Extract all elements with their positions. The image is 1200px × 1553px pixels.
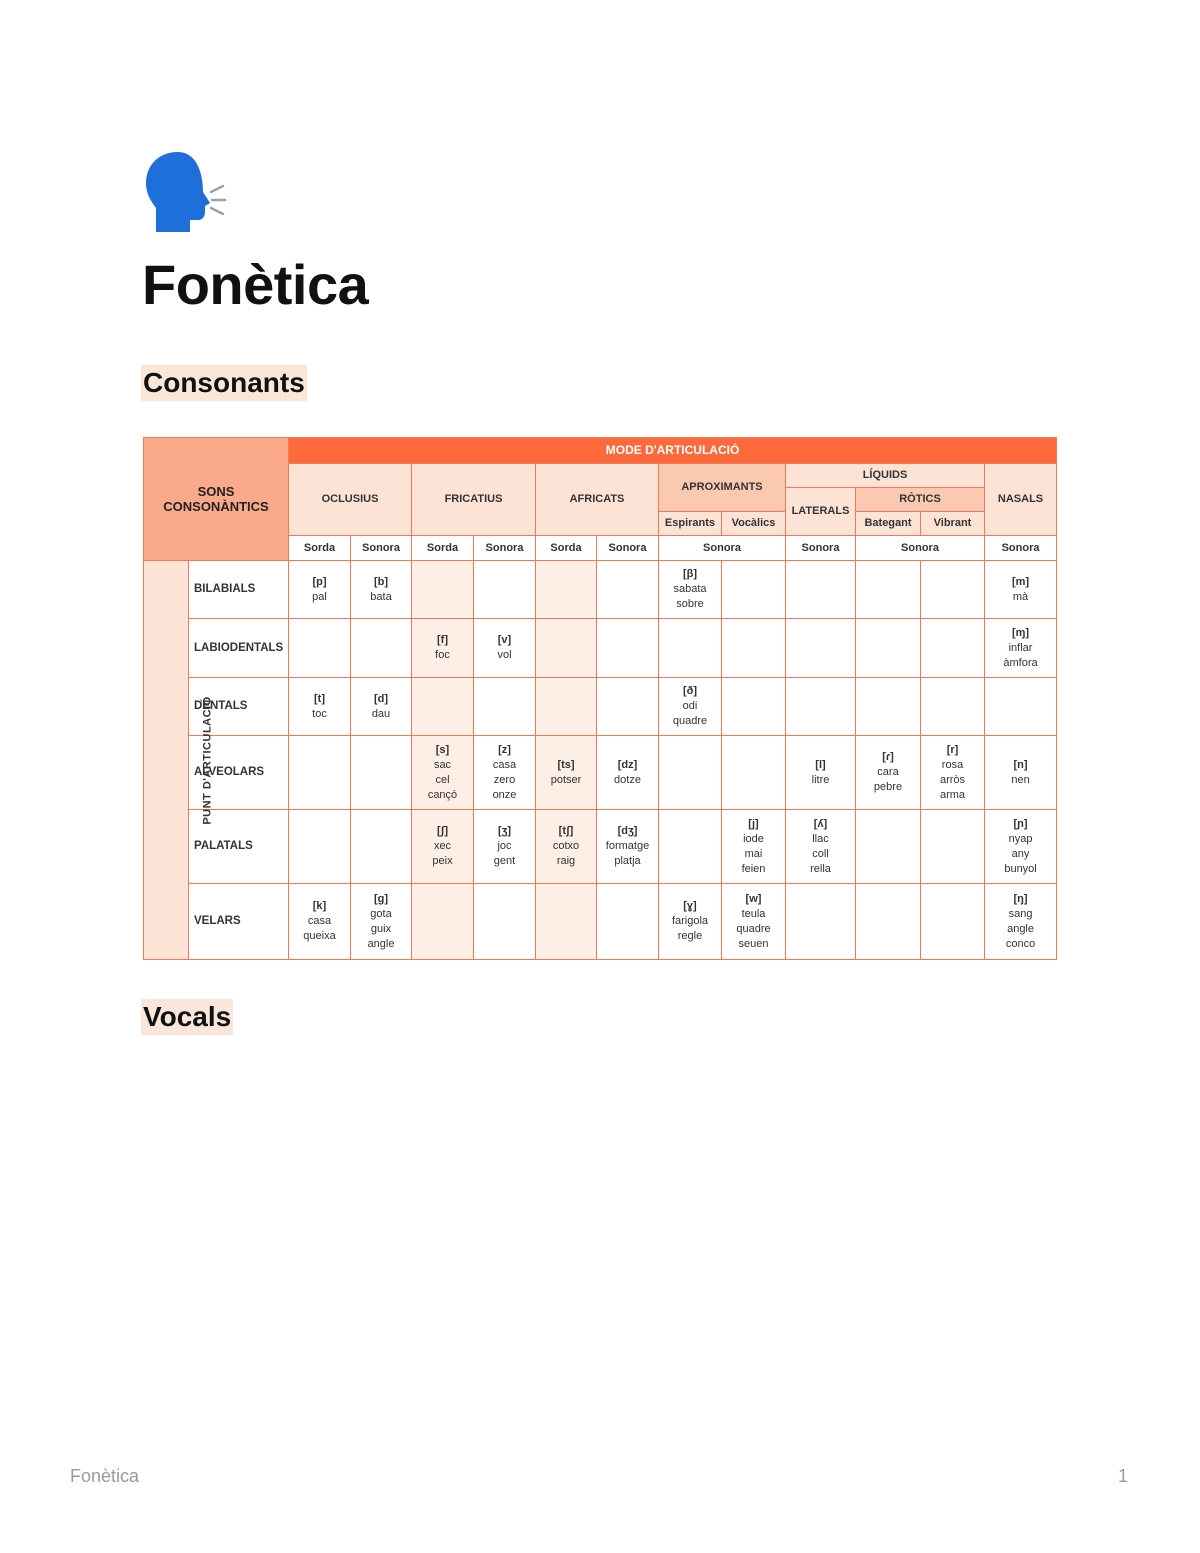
example-word: teula [741, 907, 766, 920]
phoneme-symbol: [k] [312, 900, 327, 912]
example-word: sac [433, 758, 452, 771]
table-cell [985, 810, 1057, 884]
table-cell [856, 810, 921, 884]
phoneme-symbol: [dʒ] [617, 825, 638, 837]
example-word: casa [492, 758, 517, 771]
table-cell [921, 678, 985, 736]
phoneme-symbol: [ɲ] [1013, 817, 1028, 830]
table-cell [474, 678, 536, 736]
table-cell [786, 678, 856, 736]
voicing-header: Sonora [597, 536, 659, 561]
table-cell [597, 678, 659, 736]
row-label-dentals: DENTALS [189, 678, 289, 736]
table-cell [412, 810, 474, 884]
table-cell [921, 561, 985, 619]
example-word: gent [493, 855, 516, 867]
voicing-header: Sorda [289, 536, 351, 561]
table-cell [412, 736, 474, 810]
example-word: cara [877, 766, 899, 778]
example-word: joc [497, 840, 512, 852]
mode-articulacio-header: MODE D'ARTICULACIÓ [289, 438, 1057, 464]
example-word: bata [370, 590, 392, 603]
example-word: peix [432, 855, 453, 867]
aproximants-header: APROXIMANTS [659, 464, 786, 512]
table-cell [786, 884, 856, 960]
consonant-table [143, 437, 1056, 959]
table-cell [412, 884, 474, 960]
example-word: sabata [673, 583, 707, 595]
example-word: angle [367, 937, 395, 950]
example-word: sobre [676, 598, 704, 610]
phoneme-symbol: [d] [373, 692, 389, 705]
table-cell [786, 736, 856, 810]
example-word: dau [371, 707, 391, 720]
table-cell [536, 810, 597, 884]
example-word: dotze [614, 773, 641, 786]
punt-articulacio-header: PUNT D'ARTICULACIÓ [144, 561, 189, 960]
table-cell [536, 561, 597, 619]
table-cell [722, 884, 786, 960]
phoneme-symbol: [ɱ] [1011, 626, 1030, 639]
phoneme-symbol: [g] [373, 892, 389, 905]
table-cell [722, 736, 786, 810]
example-word: sang [1008, 907, 1033, 920]
example-word: inflar [1008, 641, 1033, 654]
table-cell [474, 736, 536, 810]
table-cell [921, 884, 985, 960]
espirants-header: Espirants [659, 512, 722, 536]
example-word: nen [1011, 773, 1030, 786]
table-cell [351, 619, 412, 678]
table-cell [921, 619, 985, 678]
table-cell [412, 619, 474, 678]
voicing-header: Sorda [536, 536, 597, 561]
example-word: toc [312, 707, 327, 720]
row-label-palatals: PALATALS [189, 810, 289, 884]
phoneme-symbol: [w] [745, 892, 762, 905]
example-word: mai [744, 847, 763, 860]
example-word: arma [939, 788, 966, 801]
page-title: Fonètica [142, 253, 369, 316]
phoneme-symbol: [ʒ] [497, 825, 512, 837]
voicing-header: Sonora [786, 536, 856, 561]
table-cell [722, 678, 786, 736]
example-word: zero [493, 773, 516, 786]
table-cell [722, 810, 786, 884]
phoneme-symbol: [s] [435, 743, 450, 756]
table-cell [856, 561, 921, 619]
table-cell [856, 678, 921, 736]
table-cell [597, 736, 659, 810]
voicing-header: Sonora [351, 536, 412, 561]
example-word: angle [1007, 922, 1034, 935]
table-cell [289, 561, 351, 619]
row-label-labiodentals: LABIODENTALS [189, 619, 289, 678]
africats-header: AFRICATS [536, 464, 659, 536]
table-cell [597, 619, 659, 678]
phoneme-symbol: [tʃ] [558, 825, 574, 837]
table-cell [921, 736, 985, 810]
phoneme-symbol: [j] [748, 817, 759, 830]
vocaliques-header: Vocàlics [722, 512, 786, 536]
phoneme-symbol: [b] [373, 575, 389, 588]
table-cell [474, 619, 536, 678]
table-cell [597, 810, 659, 884]
example-word: cel [435, 773, 450, 786]
table-cell [786, 619, 856, 678]
table-cell [597, 884, 659, 960]
phoneme-symbol: [ŋ] [1013, 892, 1028, 905]
rotics-header: RÒTICS [856, 488, 985, 512]
liquids-header: LÍQUIDS [786, 464, 985, 488]
example-word: guix [370, 922, 392, 935]
table-cell [659, 736, 722, 810]
example-word: iode [743, 832, 764, 845]
example-word: onze [492, 788, 517, 801]
example-word: llac [812, 832, 829, 845]
example-word: feien [741, 862, 766, 875]
table-cell [659, 561, 722, 619]
phoneme-symbol: [ʃ] [437, 825, 448, 837]
example-word: xec [433, 840, 452, 852]
page-number: 1 [1118, 1466, 1129, 1486]
example-word: farigola [671, 915, 709, 927]
phoneme-symbol: [f] [437, 634, 448, 646]
example-word: vol [497, 649, 512, 661]
phoneme-symbol: [t] [314, 692, 325, 705]
table-cell [289, 810, 351, 884]
table-cell [289, 884, 351, 960]
example-word: cançó [427, 788, 458, 801]
phoneme-symbol: [ɣ] [683, 900, 697, 912]
table-cell [474, 561, 536, 619]
example-word: gota [370, 907, 392, 920]
voicing-header: Sonora [985, 536, 1057, 561]
table-cell [536, 736, 597, 810]
phoneme-symbol: [l] [815, 758, 826, 771]
example-word: litre [811, 773, 830, 786]
example-word: seuen [738, 937, 769, 950]
table-cell [412, 678, 474, 736]
example-word: cotxo [552, 840, 580, 852]
example-word: odi [682, 700, 698, 712]
phoneme-symbol: [ð] [682, 685, 698, 697]
fricatius-header: FRICATIUS [412, 464, 536, 536]
table-cell [289, 678, 351, 736]
example-word: rosa [941, 758, 964, 771]
voicing-header: Sorda [412, 536, 474, 561]
phoneme-symbol: [β] [682, 568, 698, 580]
table-cell [351, 561, 412, 619]
table-cell [985, 619, 1057, 678]
table-cell [351, 810, 412, 884]
table-cell [351, 884, 412, 960]
example-word: àmfora [1003, 656, 1038, 669]
table-cell [536, 619, 597, 678]
bategant-header: Bategant [856, 512, 921, 536]
table-cell [786, 561, 856, 619]
example-word: quadre [736, 922, 771, 935]
phoneme-symbol: [r] [946, 743, 959, 756]
table-cell [659, 810, 722, 884]
table-cell [351, 678, 412, 736]
example-word: nyap [1008, 832, 1033, 845]
row-label-bilabials: BILABIALS [189, 561, 289, 619]
example-word: any [1011, 847, 1030, 860]
section-heading-vocals: Vocals [141, 999, 233, 1035]
table-cell [985, 736, 1057, 810]
table-cell [856, 736, 921, 810]
example-word: mà [1012, 590, 1029, 603]
example-word: bunyol [1004, 862, 1037, 875]
example-word: platja [614, 855, 641, 867]
table-cell [985, 884, 1057, 960]
table-cell [659, 884, 722, 960]
example-word: raig [556, 855, 576, 867]
phoneme-symbol: [ʎ] [813, 817, 828, 830]
phoneme-symbol: [m] [1011, 575, 1030, 588]
example-word: foc [435, 649, 450, 661]
example-word: conco [1005, 937, 1036, 950]
table-cell [722, 619, 786, 678]
phoneme-symbol: [dz] [617, 758, 638, 771]
example-word: pal [312, 590, 327, 603]
table-cell [474, 884, 536, 960]
example-word: formatge [605, 840, 650, 852]
table-cell [351, 736, 412, 810]
table-cell [536, 884, 597, 960]
table-cell [289, 619, 351, 678]
row-label-velars: VELARS [189, 884, 289, 960]
table-cell [856, 619, 921, 678]
table-cell [786, 810, 856, 884]
example-word: arròs [939, 773, 966, 786]
section-heading-consonants: Consonants [141, 365, 307, 401]
phoneme-symbol: [ts] [557, 758, 575, 771]
voicing-header: Sonora [474, 536, 536, 561]
table-cell [659, 678, 722, 736]
table-cell [921, 810, 985, 884]
phoneme-symbol: [p] [312, 575, 327, 588]
example-word: pebre [873, 781, 903, 793]
voicing-header: Sonora [856, 536, 985, 561]
table-cell [856, 884, 921, 960]
table-cell [289, 736, 351, 810]
sons-consonantics-header: SONS CONSONÀNTICS [144, 438, 289, 561]
phoneme-symbol: [n] [1013, 758, 1028, 771]
example-word: quadre [672, 715, 708, 727]
table-cell [985, 561, 1057, 619]
table-cell [597, 561, 659, 619]
footer-title: Fonètica [70, 1466, 140, 1486]
phoneme-symbol: [ɾ] [882, 751, 894, 763]
table-cell [722, 561, 786, 619]
example-word: coll [812, 847, 829, 860]
voicing-header: Sonora [659, 536, 786, 561]
example-word: rella [810, 862, 831, 875]
phoneme-symbol: [v] [497, 634, 512, 646]
oclusius-header: OCLUSIUS [289, 464, 412, 536]
speaking-head-icon [140, 150, 230, 234]
table-cell [412, 561, 474, 619]
phoneme-symbol: [z] [498, 743, 511, 756]
example-word: potser [550, 773, 582, 786]
table-cell [474, 810, 536, 884]
example-word: regle [677, 930, 703, 942]
example-word: casa [307, 915, 332, 927]
table-cell [659, 619, 722, 678]
table-cell [536, 678, 597, 736]
laterals-header: LATERALS [786, 488, 856, 536]
vibrant-header: Vibrant [921, 512, 985, 536]
row-label-alveolars: ALVEOLARS [189, 736, 289, 810]
nasals-header: NASALS [985, 464, 1057, 536]
example-word: queixa [303, 930, 336, 942]
table-cell [985, 678, 1057, 736]
